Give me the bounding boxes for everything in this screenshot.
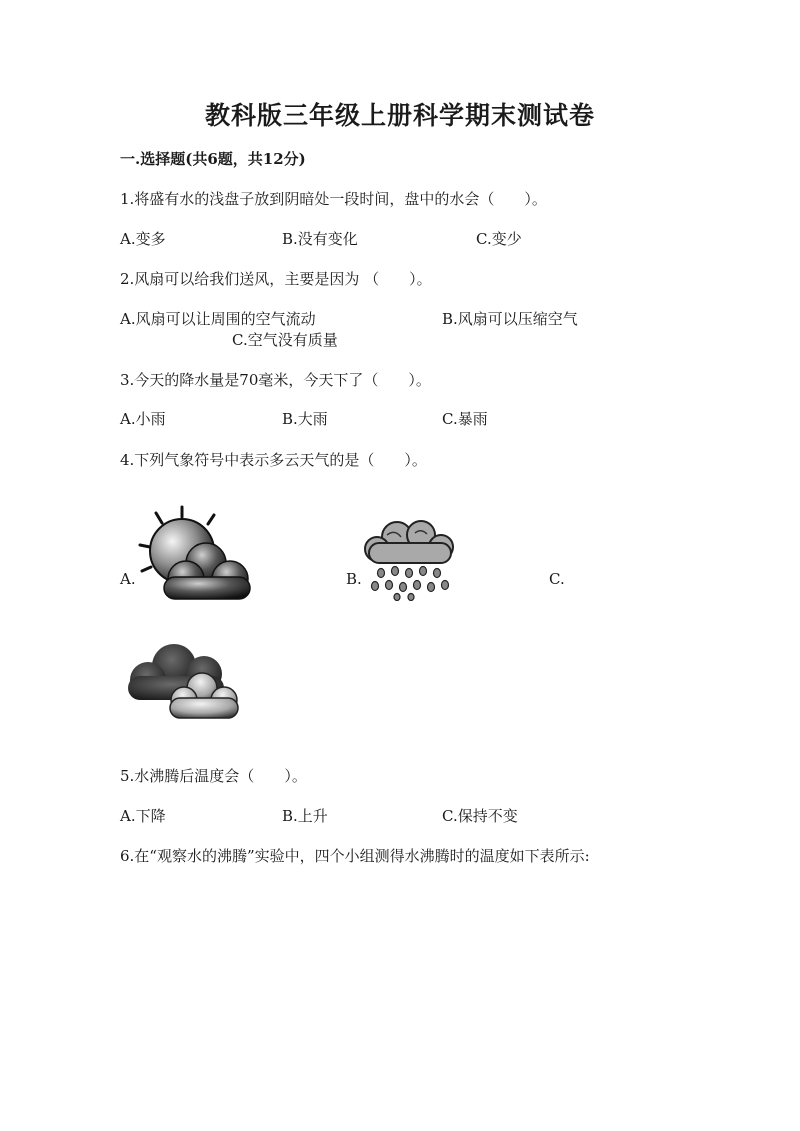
q5-option-a[interactable]: A.下降 — [120, 807, 166, 825]
q4-option-b[interactable]: B. — [346, 570, 362, 588]
q1-option-c[interactable]: C.变少 — [476, 230, 522, 248]
question-4-stem: 4.下列气象符号中表示多云天气的是（ ）。 — [120, 451, 427, 469]
q4-option-c[interactable]: C. — [549, 570, 565, 588]
overcast-clouds-icon — [124, 640, 248, 726]
rain-cloud-icon — [359, 515, 459, 601]
q3-option-b[interactable]: B.大雨 — [282, 410, 328, 428]
question-5-stem: 5.水沸腾后温度会（ ）。 — [120, 767, 307, 785]
q3-option-a[interactable]: A.小雨 — [120, 410, 166, 428]
q3-option-c[interactable]: C.暴雨 — [442, 410, 488, 428]
q5-option-b[interactable]: B.上升 — [282, 807, 328, 825]
q1-option-b[interactable]: B.没有变化 — [282, 230, 358, 248]
q5-option-c[interactable]: C.保持不变 — [442, 807, 518, 825]
question-2-stem: 2.风扇可以给我们送风，主要是因为 （ ）。 — [120, 270, 432, 288]
question-3-stem: 3.今天的降水量是70毫米，今天下了（ ）。 — [120, 371, 431, 389]
q4-option-a[interactable]: A. — [120, 570, 136, 588]
q2-option-a[interactable]: A.风扇可以让周围的空气流动 — [120, 310, 316, 328]
sun-behind-cloud-icon — [134, 505, 259, 607]
page-title: 教科版三年级上册科学期末测试卷 — [204, 101, 595, 130]
q2-option-c[interactable]: C.空气没有质量 — [232, 331, 338, 349]
q1-option-a[interactable]: A.变多 — [120, 230, 166, 248]
question-1-stem: 1.将盛有水的浅盘子放到阴暗处一段时间，盘中的水会（ ）。 — [120, 190, 547, 208]
section-heading: 一.选择题(共6题，共12分) — [120, 150, 306, 168]
question-6-stem: 6.在“观察水的沸腾”实验中，四个小组测得水沸腾时的温度如下表所示: — [120, 847, 590, 865]
q2-option-b[interactable]: B.风扇可以压缩空气 — [442, 310, 578, 328]
